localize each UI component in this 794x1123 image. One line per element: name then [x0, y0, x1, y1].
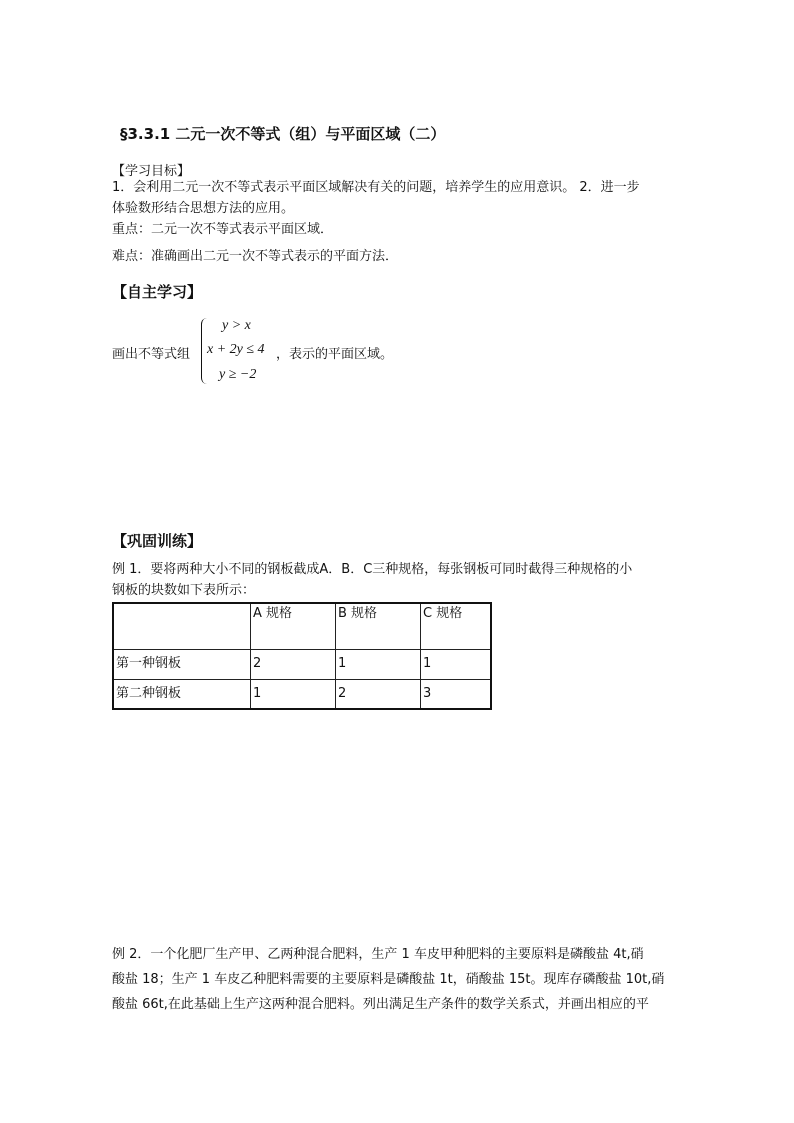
key-point: 重点：二元一次不等式表示平面区域． [112, 222, 334, 237]
table-header-cell: A 规格 [251, 603, 336, 649]
practice-header: 【巩固训练】 [112, 532, 203, 550]
table-row [113, 679, 491, 709]
table-header-cell: B 规格 [336, 603, 421, 649]
table-cell: 1 [336, 649, 421, 679]
goals-line-1: 1．会利用二元一次不等式表示平面区域解决有关的问题，培养学生的应用意识。 2．进一步 [112, 180, 640, 195]
difficulty: 难点：准确画出二元一次不等式表示的平面方法． [112, 249, 399, 264]
page-title: §3.3.1 二元一次不等式（组）与平面区域（二） [120, 125, 446, 143]
system-prompt-prefix: 画出不等式组 [112, 347, 191, 362]
goals-line-2: 体验数形结合思想方法的应用。 [112, 201, 295, 216]
system-prompt-suffix: ，表示的平面区域。 [276, 347, 394, 362]
example-2-line-3: 酸盐 66t,在此基础上生产这两种混合肥料。列出满足生产条件的数学关系式，并画出相应的平 [112, 997, 649, 1012]
steel-spec-table [112, 602, 492, 710]
table-cell: 2 [251, 649, 336, 679]
table-cell: 第二种钢板 [113, 679, 251, 709]
example-2-line-2: 酸盐 18；生产 1 车皮乙种肥料需要的主要原料是磷酸盐 1t，硝酸盐 15t。现库存磷酸盐 10t,硝 [112, 972, 665, 987]
table-cell: 3 [421, 679, 492, 709]
table-row [113, 649, 491, 679]
table-cell: 2 [336, 679, 421, 709]
table-cell: 第一种钢板 [113, 649, 251, 679]
table-header-row [113, 603, 491, 649]
example-2-line-1: 例 2．一个化肥厂生产甲、乙两种混合肥料，生产 1 车皮甲种肥料的主要原料是磷酸盐 4t,硝 [112, 947, 644, 962]
inequality-3: y ≥ −2 [219, 367, 257, 382]
inequality-1: y > x [222, 318, 251, 333]
example-1-line-1: 例 1．要将两种大小不同的钢板截成A．B．C三种规格，每张钢板可同时截得三种规格的小 [112, 562, 633, 577]
table-header-cell [113, 603, 251, 649]
goals-header: 【学习目标】 [112, 164, 191, 179]
table-header-cell: C 规格 [421, 603, 492, 649]
self-study-header: 【自主学习】 [112, 283, 203, 301]
table-cell: 1 [421, 649, 492, 679]
example-1-line-2: 钢板的块数如下表所示： [112, 583, 256, 598]
inequality-2: x + 2y ≤ 4 [207, 342, 265, 357]
table-cell: 1 [251, 679, 336, 709]
